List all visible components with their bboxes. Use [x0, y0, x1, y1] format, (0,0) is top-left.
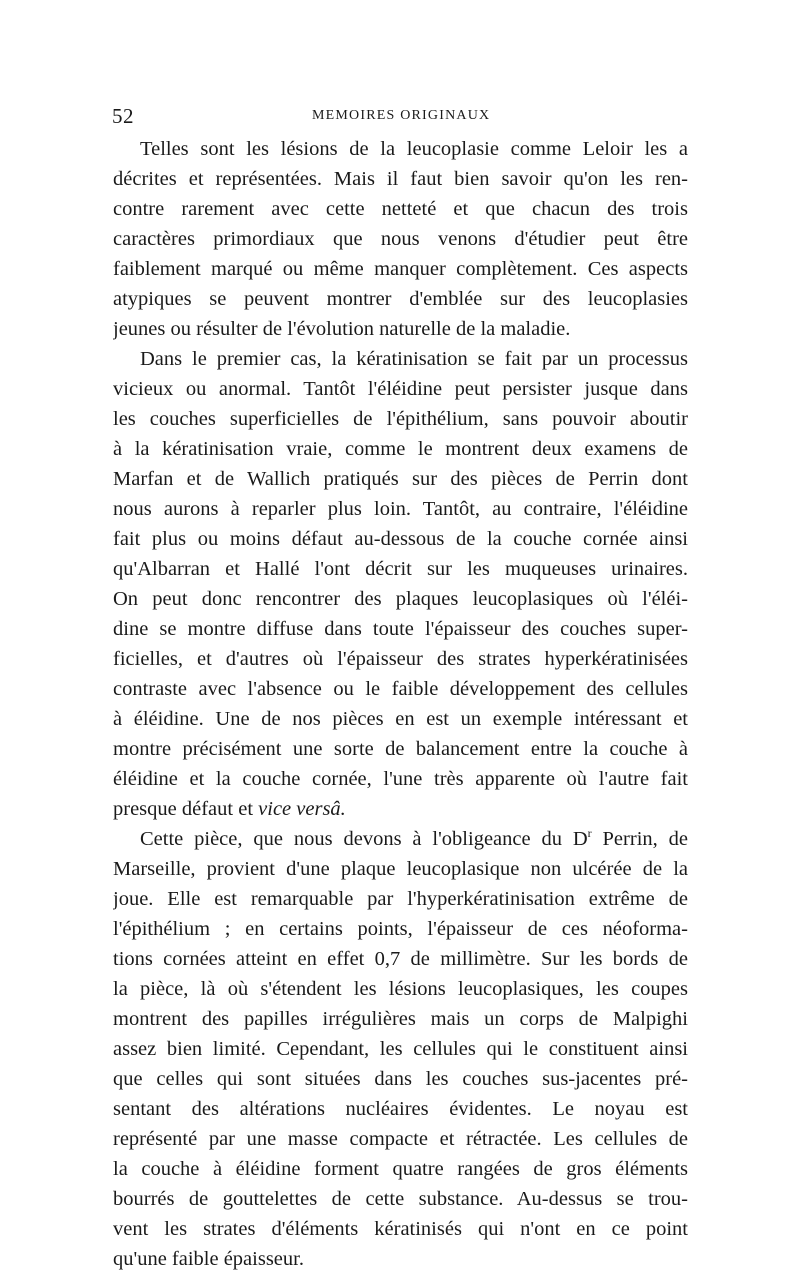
text-line: montre précisément une sorte de balancement entre la couche à: [113, 738, 688, 760]
text-line: Telles sont les lésions de la leucoplasie comme Leloir les a: [140, 138, 688, 160]
text-line: atypiques se peuvent montrer d'emblée sur des leucoplasies: [113, 288, 688, 310]
body-text: [113, 134, 688, 1274]
text-line: montrent des papilles irrégulières mais un corps de Malpighi: [113, 1008, 688, 1030]
text-fragment: Cette pièce, que nous devons à l'obligeance du D: [140, 828, 588, 850]
text-line: ficielles, et d'autres où l'épaisseur des strates hyperkératinisées: [113, 648, 688, 670]
text-line: vent les strates d'éléments kératinisés qui n'ont en ce point: [113, 1218, 688, 1240]
text-line: vicieux ou anormal. Tantôt l'éléidine peut persister jusque dans: [113, 378, 688, 400]
text-line: la couche à éléidine forment quatre rangées de gros éléments: [113, 1158, 688, 1180]
text-line: dine se montre diffuse dans toute l'épaisseur des couches super-: [113, 618, 688, 640]
text-line: l'épithélium ; en certains points, l'épaisseur de ces néoforma-: [113, 918, 688, 940]
text-line: On peut donc rencontrer des plaques leucoplasiques où l'éléi-: [113, 588, 688, 610]
text-line: assez bien limité. Cependant, les cellules qui le constituent ainsi: [113, 1038, 688, 1060]
text-line: Marfan et de Wallich pratiqués sur des pièces de Perrin dont: [113, 468, 688, 490]
text-line: les couches superficielles de l'épithélium, sans pouvoir aboutir: [113, 408, 688, 430]
text-line: [113, 824, 688, 854]
text-line: Marseille, provient d'une plaque leucoplasique non ulcérée de la: [113, 858, 688, 880]
text-line: à la kératinisation vraie, comme le montrent deux examens de: [113, 438, 688, 460]
paragraph-1: [113, 134, 688, 344]
text-line: bourrés de gouttelettes de cette substance. Au-dessus se trou-: [113, 1188, 688, 1210]
italic-phrase: vice versâ.: [258, 798, 346, 820]
text-line: sentant des altérations nucléaires évidentes. Le noyau est: [113, 1098, 688, 1120]
text-line: jeunes ou résulter de l'évolution naturelle de la maladie.: [113, 318, 571, 340]
text-line: à éléidine. Une de nos pièces en est un exemple intéressant et: [113, 708, 688, 730]
text-line: qu'Albarran et Hallé l'ont décrit sur les muqueuses urinaires.: [113, 558, 688, 580]
text-line: Dans le premier cas, la kératinisation se fait par un processus: [140, 348, 688, 370]
text-line: contraste avec l'absence ou le faible développement des cellules: [113, 678, 688, 700]
running-title: MEMOIRES ORIGINAUX: [312, 108, 491, 123]
text-line: contre rarement avec cette netteté et que chacun des trois: [113, 198, 688, 220]
text-line: décrites et représentées. Mais il faut bien savoir qu'on les ren-: [113, 168, 688, 190]
text-line: caractères primordiaux que nous venons d'étudier peut être: [113, 228, 688, 250]
text-line: tions cornées atteint en effet 0,7 de millimètre. Sur les bords de: [113, 948, 688, 970]
text-line: faiblement marqué ou même manquer complètement. Ces aspects: [113, 258, 688, 280]
text-line: éléidine et la couche cornée, l'une très apparente où l'autre fait: [113, 768, 688, 790]
superscript: r: [587, 826, 592, 841]
paragraph-3: [113, 824, 688, 1274]
text-line: que celles qui sont situées dans les couches sus-jacentes pré-: [113, 1068, 688, 1090]
text-line: qu'une faible épaisseur.: [113, 1248, 304, 1270]
text-line: [113, 794, 688, 824]
text-line: joue. Elle est remarquable par l'hyperkératinisation extrême de: [113, 888, 688, 910]
text-line: la pièce, là où s'étendent les lésions leucoplasiques, les coupes: [113, 978, 688, 1000]
page-number: 52: [112, 104, 134, 128]
text-line: nous aurons à reparler plus loin. Tantôt, au contraire, l'éléidine: [113, 498, 688, 520]
running-head: [112, 104, 702, 128]
text-line: représenté par une masse compacte et rétractée. Les cellules de: [113, 1128, 688, 1150]
text-fragment: Perrin, de: [591, 828, 688, 850]
paragraph-2: [113, 344, 688, 824]
text-line: fait plus ou moins défaut au-dessous de la couche cornée ainsi: [113, 528, 688, 550]
text-fragment: presque défaut et: [113, 798, 259, 820]
